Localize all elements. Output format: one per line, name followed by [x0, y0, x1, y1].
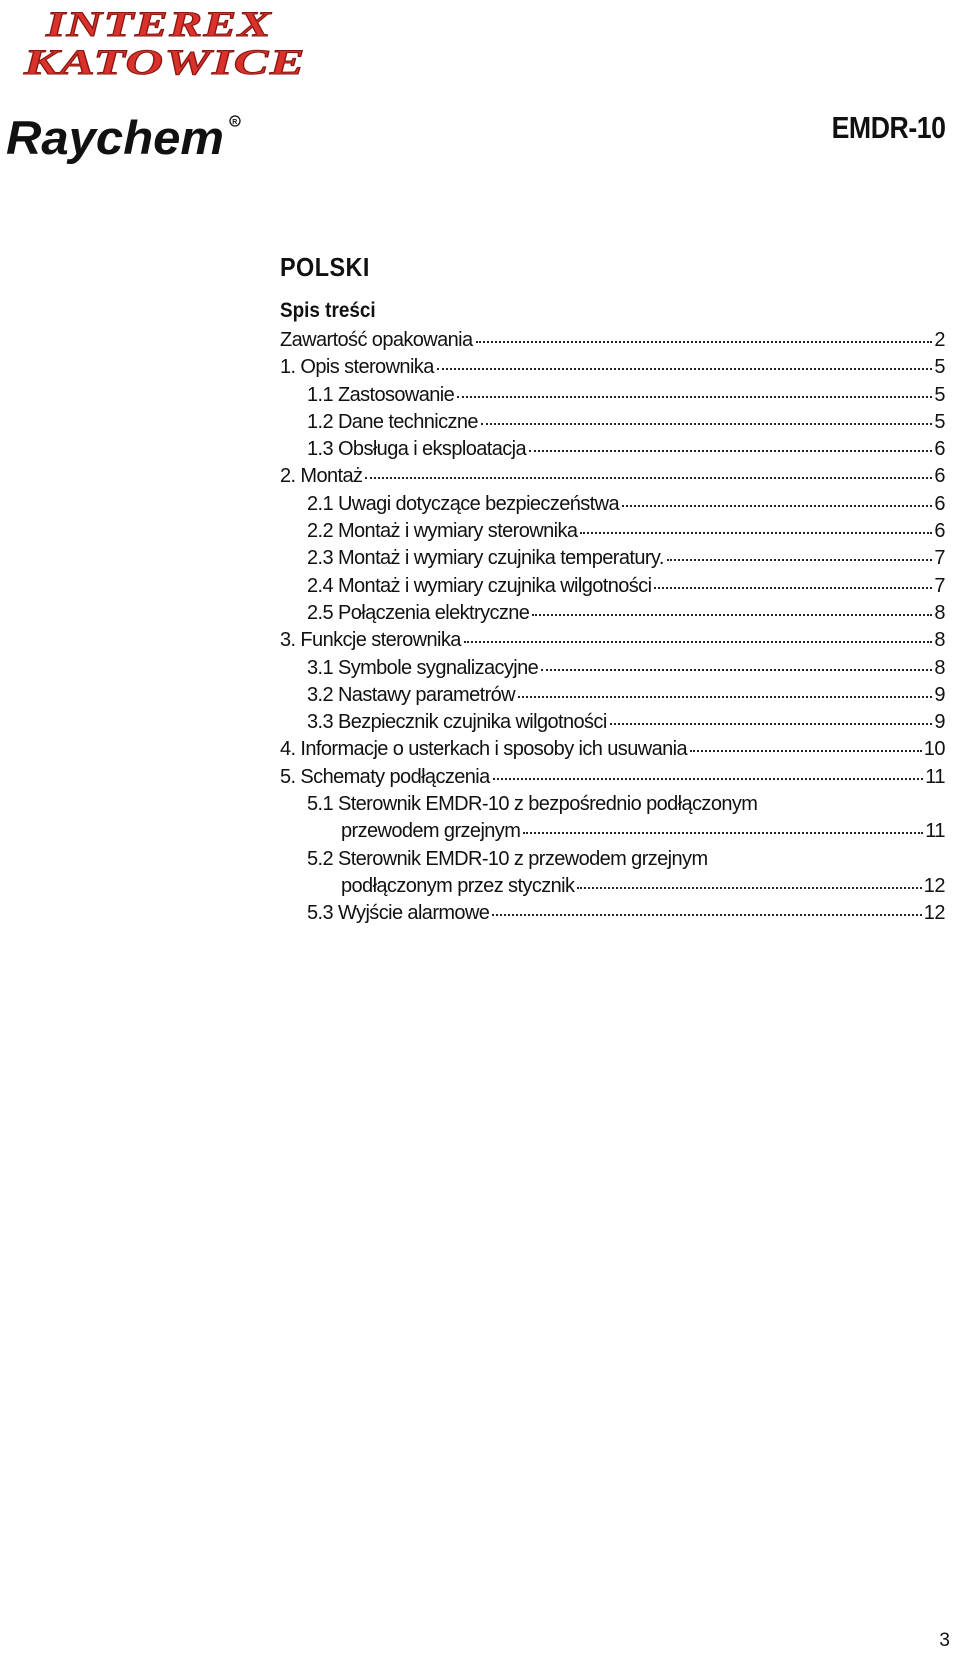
toc-entry-title: 5.1 Sterownik EMDR-10 z bezpośrednio podłączonym	[307, 793, 758, 816]
toc-entry-title: 1. Opis sterownika	[280, 356, 434, 379]
toc-entry-page: 10	[923, 738, 945, 761]
toc-entry-page: 6	[934, 438, 945, 461]
toc-entry[interactable]	[280, 518, 945, 545]
dot-leader	[518, 696, 932, 698]
interex-katowice-logo	[22, 4, 312, 80]
toc-entry-page: 5	[934, 410, 945, 433]
dot-leader	[523, 832, 923, 834]
toc-entry[interactable]	[280, 709, 945, 736]
toc-entry[interactable]	[280, 600, 945, 627]
page-number: 3	[939, 1630, 950, 1651]
dot-leader	[476, 341, 933, 343]
toc-entry-page: 7	[934, 547, 945, 570]
toc-entry-title: 5. Schematy podłączenia	[280, 765, 490, 788]
toc-entry-page: 12	[923, 874, 945, 897]
toc-entry[interactable]	[280, 873, 945, 900]
toc-entry[interactable]	[280, 846, 945, 873]
toc-entry-title: Zawartość opakowania	[280, 329, 473, 351]
dot-leader	[667, 559, 933, 561]
toc-entry-title: 3.3 Bezpiecznik czujnika wilgotności	[307, 711, 607, 734]
toc-entry-title: podłączonym przez stycznik	[341, 874, 575, 897]
dot-leader	[610, 723, 933, 725]
table-of-contents	[280, 327, 945, 928]
toc-entry[interactable]	[280, 382, 945, 409]
toc-entry[interactable]	[280, 436, 945, 463]
toc-entry-page: 6	[934, 492, 945, 515]
toc-entry[interactable]	[280, 655, 945, 682]
dot-leader	[481, 423, 932, 425]
toc-entry-page: 9	[934, 711, 945, 734]
toc-entry-title: 2.3 Montaż i wymiary czujnika temperatury.	[307, 547, 664, 570]
raychem-logo	[4, 106, 249, 172]
toc-entry[interactable]	[280, 900, 945, 927]
svg-text:R: R	[232, 119, 238, 126]
interex-logo-line1: INTEREX	[44, 4, 272, 44]
toc-heading: Spis treści	[280, 299, 376, 322]
raychem-logo-text: Raychem	[6, 111, 224, 164]
dot-leader	[622, 505, 932, 507]
toc-entry-title: 2.2 Montaż i wymiary sterownika	[307, 520, 578, 543]
toc-entry[interactable]	[280, 818, 945, 845]
toc-entry[interactable]	[280, 327, 945, 354]
toc-entry-title: 1.1 Zastosowanie	[307, 383, 455, 406]
toc-entry-title: 2.1 Uwagi dotyczące bezpieczeństwa	[307, 492, 620, 515]
toc-entry[interactable]	[280, 545, 945, 572]
dot-leader	[457, 396, 932, 398]
interex-logo-line2: KATOWICE	[22, 42, 306, 80]
toc-entry-page: 6	[934, 520, 945, 543]
dot-leader	[493, 778, 924, 780]
toc-entry-page: 7	[934, 574, 945, 597]
toc-entry-title: 3.2 Nastawy parametrów	[307, 683, 516, 706]
toc-entry[interactable]	[280, 791, 945, 818]
toc-entry[interactable]	[280, 409, 945, 436]
toc-entry-title: 3.1 Symbole sygnalizacyjne	[307, 656, 539, 679]
toc-entry-title: 2. Montaż	[280, 465, 363, 488]
toc-entry[interactable]	[280, 627, 945, 654]
toc-entry-page: 8	[934, 656, 945, 679]
dot-leader	[532, 614, 932, 616]
toc-entry[interactable]	[280, 764, 945, 791]
dot-leader	[529, 450, 932, 452]
dot-leader	[492, 914, 921, 916]
toc-entry-title: 4. Informacje o usterkach i sposoby ich usuwania	[280, 738, 687, 761]
language-heading: POLSKI	[280, 252, 370, 282]
toc-entry-title: 1.2 Dane techniczne	[307, 410, 478, 433]
toc-entry-page: 8	[934, 629, 945, 652]
toc-entry-title: 5.3 Wyjście alarmowe	[307, 902, 490, 925]
dot-leader	[654, 587, 932, 589]
toc-entry[interactable]	[280, 573, 945, 600]
toc-entry-page: 6	[934, 465, 945, 488]
toc-entry[interactable]	[280, 736, 945, 763]
toc-entry-page: 11	[925, 820, 945, 843]
dot-leader	[577, 887, 921, 889]
toc-entry[interactable]	[280, 354, 945, 381]
toc-entry-title: 1.3 Obsługa i eksploatacja	[307, 438, 526, 461]
dot-leader	[365, 477, 932, 479]
toc-entry[interactable]	[280, 463, 945, 490]
dot-leader	[541, 669, 932, 671]
toc-entry[interactable]	[280, 682, 945, 709]
toc-entry-page: 8	[934, 601, 945, 624]
toc-entry-page: 11	[925, 765, 945, 788]
dot-leader	[690, 750, 922, 752]
toc-entry-page: 5	[934, 383, 945, 406]
toc-entry-page: 9	[934, 683, 945, 706]
dot-leader	[580, 532, 932, 534]
toc-entry-title: 3. Funkcje sterownika	[280, 629, 461, 652]
dot-leader	[464, 641, 933, 643]
toc-entry-title: 2.5 Połączenia elektryczne	[307, 601, 530, 624]
document-code: EMDR-10	[831, 110, 946, 145]
toc-entry-title: 2.4 Montaż i wymiary czujnika wilgotności	[307, 574, 652, 597]
dot-leader	[437, 368, 933, 370]
toc-entry-page: 2	[934, 329, 945, 351]
toc-entry-page: 5	[934, 356, 945, 379]
toc-entry[interactable]	[280, 491, 945, 518]
toc-entry-page: 12	[923, 902, 945, 925]
toc-entry-title: 5.2 Sterownik EMDR-10 z przewodem grzejnym	[307, 847, 708, 870]
toc-entry-title: przewodem grzejnym	[341, 820, 521, 843]
